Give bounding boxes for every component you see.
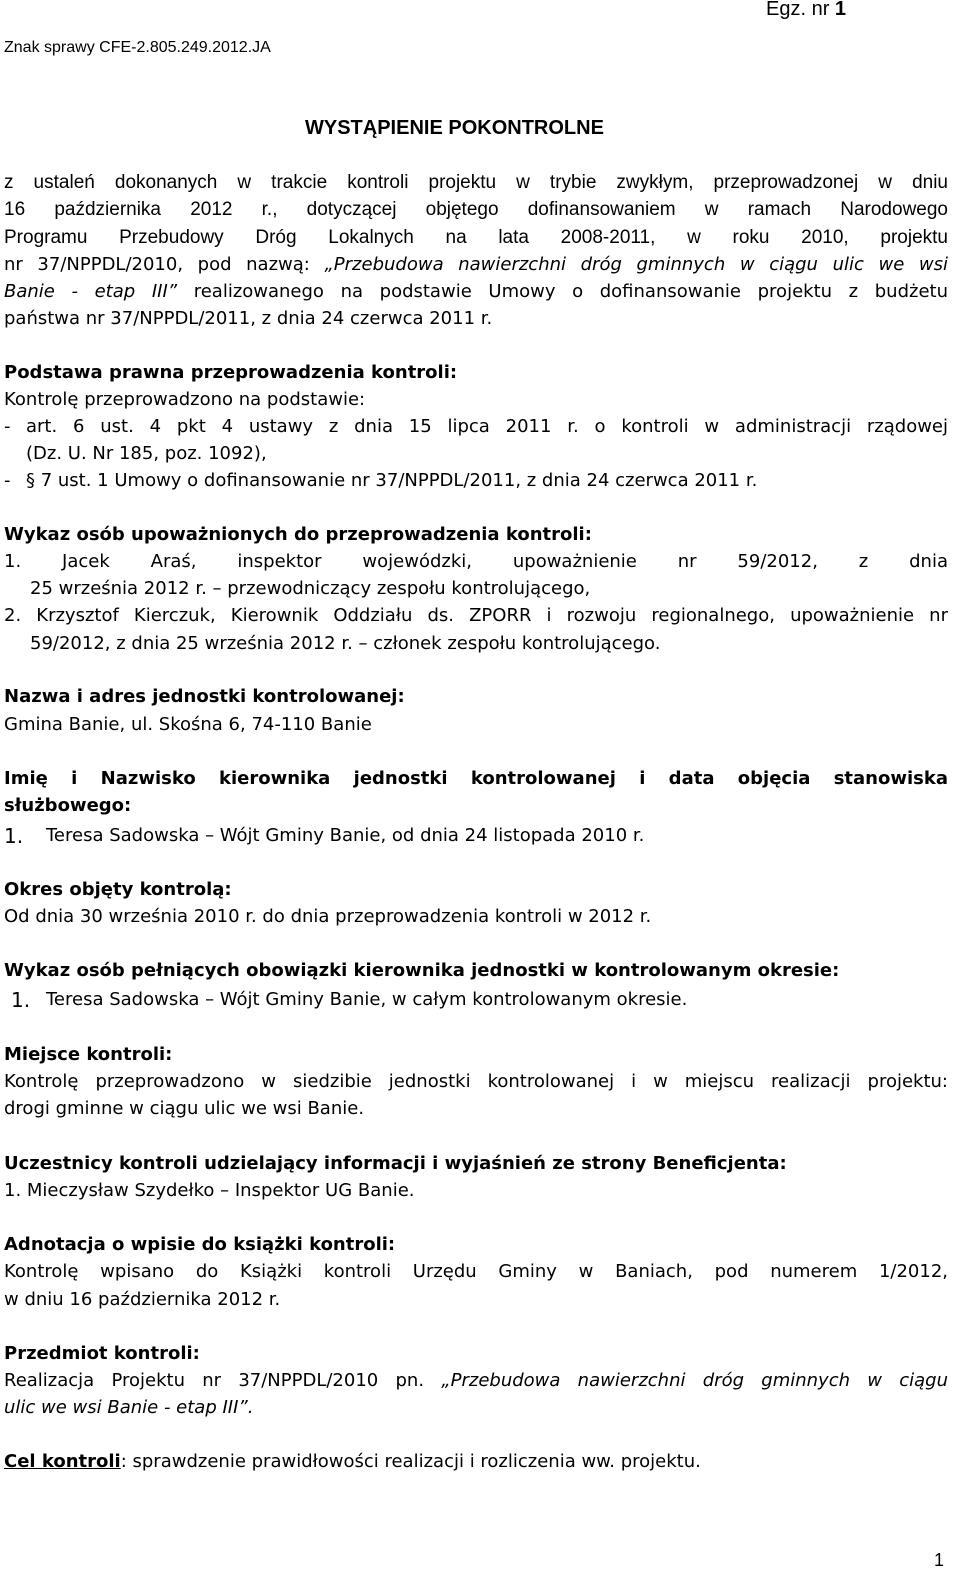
case-number: Znak sprawy CFE-2.805.249.2012.JA	[4, 39, 271, 56]
intro-line-6: państwa nr 37/NPPDL/2011, z dnia 24 czerwca 2011 r.	[4, 308, 493, 329]
annotation-line-2: w dniu 16 października 2012 r.	[4, 1289, 281, 1310]
place-line-1: Kontrolę przeprowadzono w siedzibie jednostki kontrolowanej i w miejscu realizacji projektu:	[4, 1071, 948, 1092]
period-text: Od dnia 30 września 2010 r. do dnia przeprowadzenia kontroli w 2012 r.	[4, 906, 652, 927]
legal-basis-item-2: § 7 ust. 1 Umowy o dofinansowanie nr 37/NPPDL/2011, z dnia 24 czerwca 2011 r.	[26, 470, 758, 491]
legal-basis-text: Kontrolę przeprowadzono na podstawie:	[4, 389, 366, 410]
annotation-line-1: Kontrolę wpisano do Książki kontroli Urzędu Gminy w Baniach, pod numerem 1/2012,	[4, 1261, 948, 1282]
authorized-heading: Wykaz osób upoważnionych do przeprowadzenia kontroli:	[4, 524, 592, 545]
authorized-item-2-cont: 59/2012, z dnia 25 września 2012 r. – członek zespołu kontrolującego.	[30, 633, 661, 654]
place-line-2: drogi gminne w ciągu ulic we wsi Banie.	[4, 1098, 365, 1119]
unit-heading: Nazwa i adres jednostki kontrolowanej:	[4, 686, 405, 707]
page-title: WYSTĄPIENIE POKONTROLNE	[305, 117, 604, 139]
legal-basis-heading: Podstawa prawna przeprowadzenia kontroli:	[4, 362, 458, 383]
head-of-unit-heading-cont: służbowego:	[4, 795, 132, 816]
goal-line	[4, 1449, 701, 1475]
authorized-item-2: 2. Krzysztof Kierczuk, Kierownik Oddziału ds. ZPORR i rozwoju regionalnego, upoważnienie nr	[4, 605, 948, 626]
legal-basis-item-1-dash: -	[4, 416, 11, 437]
subject-heading: Przedmiot kontroli:	[4, 1343, 200, 1364]
subject-line-1	[4, 1368, 948, 1394]
subject-line-1-text: Realizacja Projektu nr 37/NPPDL/2010 pn.	[4, 1370, 442, 1391]
participants-text: 1. Mieczysław Szydełko – Inspektor UG Banie.	[4, 1180, 415, 1201]
intro-line-2: 16 października 2012 r., dotyczącej objętego dofinansowaniem w ramach Narodowego	[4, 199, 948, 220]
place-heading: Miejsce kontroli:	[4, 1044, 173, 1065]
intro-line-4	[4, 252, 948, 278]
intro-line-5	[4, 279, 948, 305]
legal-basis-item-1: art. 6 ust. 4 pkt 4 ustawy z dnia 15 lipca 2011 r. o kontroli w administracji rządowej	[26, 416, 948, 437]
legal-basis-item-2-dash: -	[4, 470, 11, 491]
annotation-heading: Adnotacja o wpisie do książki kontroli:	[4, 1234, 396, 1255]
authorized-item-1: 1. Jacek Araś, inspektor wojewódzki, upoważnienie nr 59/2012, z dnia	[4, 551, 948, 572]
acting-heads-heading: Wykaz osób pełniących obowiązki kierownika jednostki w kontrolowanym okresie:	[4, 960, 840, 981]
acting-heads-text: Teresa Sadowska – Wójt Gminy Banie, w całym kontrolowanym okresie.	[46, 989, 688, 1010]
intro-line-3: Programu Przebudowy Dróg Lokalnych na lata 2008-2011, w roku 2010, projektu	[4, 227, 948, 248]
copy-number-value: 1	[834, 0, 847, 20]
period-heading: Okres objęty kontrolą:	[4, 879, 232, 900]
intro-line-4-text: nr 37/NPPDL/2010, pod nazwą:	[4, 254, 325, 275]
project-title-part-1: „Przebudowa nawierzchni dróg gminnych w ciągu ulic we wsi	[324, 254, 948, 275]
unit-text: Gmina Banie, ul. Skośna 6, 74-110 Banie	[4, 714, 372, 735]
goal-text: : sprawdzenie prawidłowości realizacji i rozliczenia ww. projektu.	[120, 1451, 701, 1472]
legal-basis-item-1-cont: (Dz. U. Nr 185, poz. 1092),	[26, 443, 267, 464]
subject-project-title-2: ulic we wsi Banie - etap III”.	[4, 1397, 254, 1418]
intro-line-1: z ustaleń dokonanych w trakcie kontroli projektu w trybie zwykłym, przeprowadzonej w dniu	[4, 172, 948, 193]
acting-heads-number: 1.	[11, 988, 31, 1012]
authorized-item-1-cont: 25 września 2012 r. – przewodniczący zespołu kontrolującego,	[30, 578, 591, 599]
head-of-unit-text: Teresa Sadowska – Wójt Gminy Banie, od dnia 24 listopada 2010 r.	[46, 825, 645, 846]
intro-line-5-text: realizowanego na podstawie Umowy o dofinansowanie projektu z budżetu	[177, 281, 948, 302]
subject-project-title-1: „Przebudowa nawierzchni dróg gminnych w ciągu	[441, 1370, 949, 1391]
copy-label: Egz. nr	[766, 0, 830, 20]
page-number: 1	[934, 1550, 945, 1570]
head-of-unit-heading: Imię i Nazwisko kierownika jednostki kontrolowanej i data objęcia stanowiska	[4, 768, 948, 789]
copy-number	[766, 0, 846, 22]
participants-heading: Uczestnicy kontroli udzielający informacji i wyjaśnień ze strony Beneficjenta:	[4, 1153, 787, 1174]
head-of-unit-number: 1.	[4, 824, 24, 848]
project-title-part-2: Banie - etap III”	[4, 281, 178, 302]
goal-label: Cel kontroli	[4, 1451, 121, 1472]
